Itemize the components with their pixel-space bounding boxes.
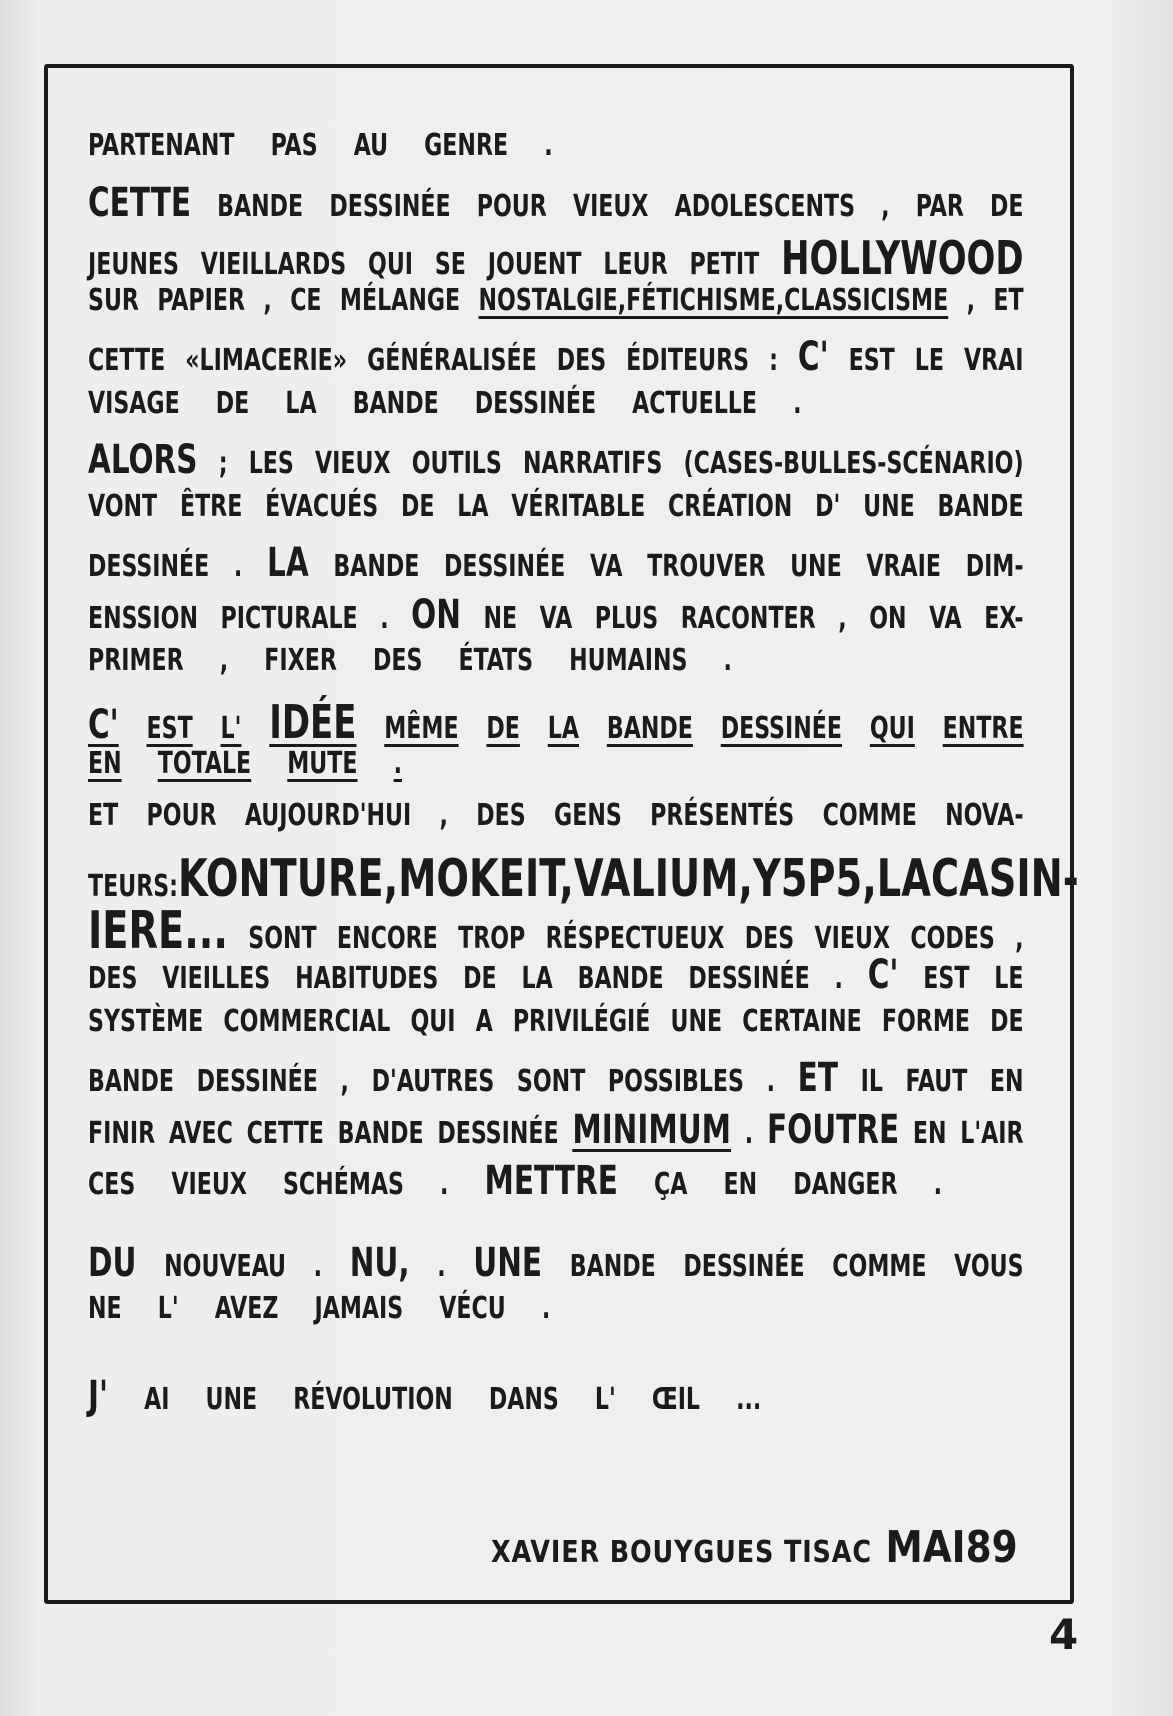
word: VIEUX — [171, 1167, 247, 1202]
word: AU — [353, 128, 389, 163]
word: CETTE — [246, 1115, 324, 1151]
word: FINIR — [88, 1115, 156, 1151]
word: AUJOURD'HUI — [244, 797, 412, 833]
word: JEUNES — [88, 247, 179, 282]
word: NU, — [349, 1239, 410, 1286]
word: DESSINÉE — [88, 549, 210, 584]
signature — [491, 1522, 1018, 1573]
word: FOUTRE — [766, 1106, 900, 1153]
word: . — [233, 549, 243, 584]
word: VA — [929, 600, 962, 636]
signature-name: XAVIER BOUYGUES TISAC — [491, 1535, 873, 1570]
text-line — [88, 1107, 1024, 1159]
word: EN — [912, 1115, 947, 1151]
word: ET — [88, 797, 119, 833]
word: AVEZ — [214, 1291, 279, 1326]
word: C' — [797, 334, 829, 380]
word: , — [219, 643, 229, 678]
word: LEUR — [603, 247, 668, 282]
paragraph-gap — [88, 1210, 856, 1240]
word: L'AIR — [960, 1115, 1024, 1151]
word: IL — [860, 1064, 883, 1099]
word: VRAIE — [866, 549, 942, 584]
word: L' — [220, 710, 242, 746]
word: DES — [744, 920, 795, 956]
word: ENTRE — [942, 710, 1024, 746]
word: UNE — [205, 1381, 258, 1417]
word: ON — [411, 591, 461, 638]
word: BANDE — [217, 188, 304, 224]
word: NOSTALGIE,FÉTICHISME,CLASSICISME — [478, 282, 949, 318]
text-line — [88, 1240, 1024, 1292]
word: LA — [457, 488, 489, 524]
word: . — [933, 1167, 943, 1202]
word: , — [439, 797, 448, 833]
word: DIM- — [965, 549, 1024, 584]
word: ÉVACUÉS — [265, 488, 379, 524]
word: , — [838, 600, 847, 636]
word: MUTE — [287, 746, 358, 781]
word: UNE — [473, 1239, 543, 1286]
word: TOTALE — [157, 746, 252, 781]
word: ENSSION — [88, 600, 198, 636]
word: HABITUDES — [295, 961, 439, 996]
word: LA — [521, 961, 553, 996]
word: ; — [218, 446, 228, 481]
word: BANDE — [337, 1115, 424, 1151]
word: A — [475, 1003, 493, 1039]
word: VIEILLARDS — [200, 247, 347, 282]
word: BANDE — [577, 961, 664, 996]
word: RACONTER — [680, 600, 816, 636]
word: UNE — [670, 1003, 723, 1039]
word: ENCORE — [336, 920, 438, 956]
word: POUR — [146, 797, 217, 833]
word: PRIMER — [88, 643, 184, 678]
word: . — [793, 385, 802, 421]
word: DE — [990, 188, 1024, 224]
text-line — [88, 695, 1024, 747]
word: METTRE — [484, 1158, 618, 1204]
word: DE — [463, 961, 497, 996]
word: ET — [797, 1055, 838, 1101]
word: BANDE — [352, 385, 439, 421]
word: EN — [989, 1064, 1024, 1099]
word: EST — [923, 961, 970, 996]
word: DES — [372, 643, 423, 678]
text-line — [88, 128, 1024, 180]
word: SE — [434, 247, 466, 282]
word: NOUVEAU — [164, 1248, 287, 1284]
text-line — [88, 849, 1079, 909]
text-line — [88, 952, 1024, 1004]
word: DESSINÉE — [474, 385, 597, 421]
text-line — [88, 1373, 1024, 1425]
word: QUI — [869, 710, 915, 746]
word: . — [744, 1115, 754, 1151]
word: BANDE — [333, 549, 420, 584]
word: DESSINÉE — [329, 188, 451, 224]
word: TEURS — [88, 869, 170, 904]
word: , — [263, 282, 272, 318]
word: . — [393, 746, 402, 781]
text-line — [88, 540, 1024, 592]
word: VA — [539, 600, 573, 636]
word: DES — [88, 961, 138, 996]
word: DESSINÉE — [196, 1064, 318, 1099]
word: CETTE — [88, 179, 191, 226]
word: HUMAINS — [569, 643, 688, 678]
word: . — [437, 1248, 446, 1284]
word: QUI — [368, 247, 414, 282]
word: LA — [285, 385, 317, 421]
word: DE — [486, 710, 520, 746]
word: J' — [88, 1372, 109, 1419]
word: CODES — [910, 920, 995, 956]
word: DESSINÉE — [688, 961, 810, 996]
word: NE — [483, 600, 518, 636]
word: OUTILS — [411, 446, 502, 481]
word: ALORS — [88, 437, 198, 483]
word: ÊTRE — [179, 488, 243, 524]
word: PAPIER — [157, 282, 246, 318]
word: TROUVER — [647, 549, 766, 584]
word: VONT — [88, 488, 158, 524]
word: ÉTATS — [458, 643, 534, 678]
word: D' — [815, 488, 841, 524]
word: DU — [88, 1239, 137, 1286]
word: VÉRITABLE — [511, 488, 646, 524]
word: , — [340, 1064, 349, 1099]
page-number: 4 — [1049, 1610, 1079, 1659]
word: DE — [990, 1003, 1024, 1039]
word: SONT — [516, 1064, 586, 1099]
word: LES — [248, 446, 294, 481]
word: VIEUX — [814, 920, 891, 956]
text-line — [88, 1158, 1024, 1210]
word: DESSINÉE — [437, 1115, 559, 1151]
word: DES — [556, 343, 607, 378]
word: VA — [589, 549, 623, 584]
word: SCHÉMAS — [282, 1167, 404, 1202]
text-line — [88, 798, 1024, 850]
word: . — [834, 961, 843, 996]
word: «LIMACERIE» — [185, 343, 348, 378]
word: MÉLANGE — [339, 282, 461, 318]
word: PLUS — [594, 600, 659, 636]
word: PAS — [270, 128, 318, 163]
paragraph-gap — [88, 1343, 856, 1373]
word: LE — [914, 343, 945, 378]
word: ON — [869, 600, 907, 636]
word: EST — [146, 710, 193, 746]
word: NARRATIFS — [522, 446, 663, 481]
word: POSSIBLES — [607, 1064, 744, 1099]
word: DANS — [488, 1381, 559, 1417]
word: JAMAIS — [314, 1291, 404, 1326]
word: SYSTÈME — [88, 1003, 204, 1039]
word: PARTENANT — [88, 128, 235, 163]
word: . — [544, 128, 553, 163]
text-line — [88, 180, 1024, 232]
word: TROP — [458, 920, 526, 956]
word: BANDE — [937, 488, 1024, 524]
word: IERE... — [88, 900, 228, 961]
word: RÉSPECTUEUX — [545, 920, 725, 956]
word: NE — [88, 1291, 122, 1326]
word: ACTUELLE — [632, 385, 758, 421]
word: SONT — [248, 920, 317, 956]
manifesto-text — [88, 128, 1079, 1424]
word: VIEUX — [315, 446, 391, 481]
word: VIEUX — [572, 188, 649, 224]
word: CRÉATION — [668, 488, 793, 524]
word: C' — [88, 701, 119, 748]
word: , — [1015, 920, 1024, 956]
word: ŒIL — [651, 1381, 701, 1417]
word: NOVA- — [945, 797, 1024, 833]
text-line — [88, 1291, 1024, 1343]
text-line — [88, 489, 1024, 541]
word: LE — [994, 961, 1024, 996]
word: CES — [88, 1167, 136, 1202]
word: VÉCU — [439, 1291, 506, 1326]
word: : — [769, 343, 778, 378]
word: EX- — [984, 600, 1024, 636]
word: ... — [736, 1381, 762, 1417]
word: L' — [594, 1381, 616, 1417]
text-line — [88, 1055, 1024, 1107]
word: DESSINÉE — [444, 549, 566, 584]
word: GENS — [554, 797, 622, 833]
word: IDÉE — [269, 694, 357, 749]
word: DESSINÉE — [720, 710, 842, 746]
word: FIXER — [264, 643, 337, 678]
word: PETIT — [689, 247, 760, 282]
word: EN — [88, 746, 122, 781]
word: UNE — [863, 488, 915, 524]
text-line — [88, 643, 1024, 695]
word: CASIN- — [930, 849, 1079, 909]
word: EN — [723, 1167, 758, 1202]
word: DES — [476, 797, 526, 833]
word: DANGER — [793, 1167, 898, 1202]
signature-date: MAI89 — [885, 1522, 1018, 1573]
text-line — [88, 334, 1024, 386]
word: COMME — [832, 1248, 927, 1284]
word: VIEILLES — [162, 961, 271, 996]
word: L' — [157, 1291, 179, 1326]
word: . — [313, 1248, 323, 1284]
word: VOUS — [954, 1248, 1024, 1284]
word: , — [966, 282, 975, 318]
word: ÇA — [654, 1167, 688, 1202]
text-line — [88, 746, 1024, 798]
word: FORME — [881, 1003, 970, 1039]
word: : — [169, 869, 179, 904]
word: DESSINÉE — [683, 1248, 805, 1284]
text-line — [88, 592, 1024, 644]
word: KONTURE,MOKEIT,VALIUM,Y5P5,LA — [178, 849, 931, 909]
word: CERTAINE — [742, 1003, 862, 1039]
word: . — [766, 1064, 776, 1099]
word: ÉDITEURS — [626, 343, 750, 378]
word: PRÉSENTÉS — [650, 797, 795, 833]
word: COMMERCIAL — [223, 1003, 391, 1039]
word: COMME — [822, 797, 917, 833]
text-line — [88, 386, 1024, 438]
word: DE — [400, 488, 435, 524]
word: POUR — [476, 188, 547, 224]
word: BANDE — [606, 710, 693, 746]
word: AI — [144, 1381, 170, 1417]
word: PICTURALE — [220, 600, 358, 636]
word: GÉNÉRALISÉE — [367, 343, 537, 378]
word: MINIMUM — [572, 1106, 732, 1153]
word: GENRE — [424, 128, 509, 163]
word: (CASES-BULLES-SCÉNARIO) — [683, 446, 1024, 481]
word: CE — [290, 282, 322, 318]
text-line — [88, 1004, 1024, 1056]
word: . — [439, 1167, 449, 1202]
word: . — [541, 1291, 551, 1326]
word: EST — [848, 343, 895, 378]
word: VRAI — [964, 343, 1024, 378]
word: VISAGE — [88, 385, 180, 421]
text-line — [88, 437, 1024, 489]
word: QUI — [410, 1003, 456, 1039]
word: LA — [547, 710, 580, 746]
word: CETTE — [88, 343, 166, 378]
text-line — [88, 283, 1024, 335]
word: SUR — [88, 282, 139, 318]
word: . — [723, 643, 732, 678]
word: RÉVOLUTION — [293, 1381, 453, 1417]
text-line — [88, 231, 1024, 283]
word: FAUT — [905, 1064, 968, 1099]
word: ET — [993, 282, 1024, 318]
word: UNE — [790, 549, 842, 584]
word: HOLLYWOOD — [781, 231, 1024, 285]
word: . — [380, 600, 389, 636]
word: BANDE — [88, 1064, 175, 1099]
word: C' — [867, 952, 899, 998]
word: ADOLESCENTS — [674, 188, 856, 224]
word: DE — [215, 385, 250, 421]
word: , — [881, 188, 890, 224]
word: PAR — [915, 188, 964, 224]
word: MÊME — [384, 710, 459, 746]
word: AVEC — [168, 1115, 233, 1151]
word: JOUENT — [487, 247, 582, 282]
word: LA — [267, 540, 309, 586]
word: PRIVILÉGIÉ — [512, 1003, 651, 1039]
word: BANDE — [569, 1248, 656, 1284]
word: D'AUTRES — [371, 1064, 495, 1099]
